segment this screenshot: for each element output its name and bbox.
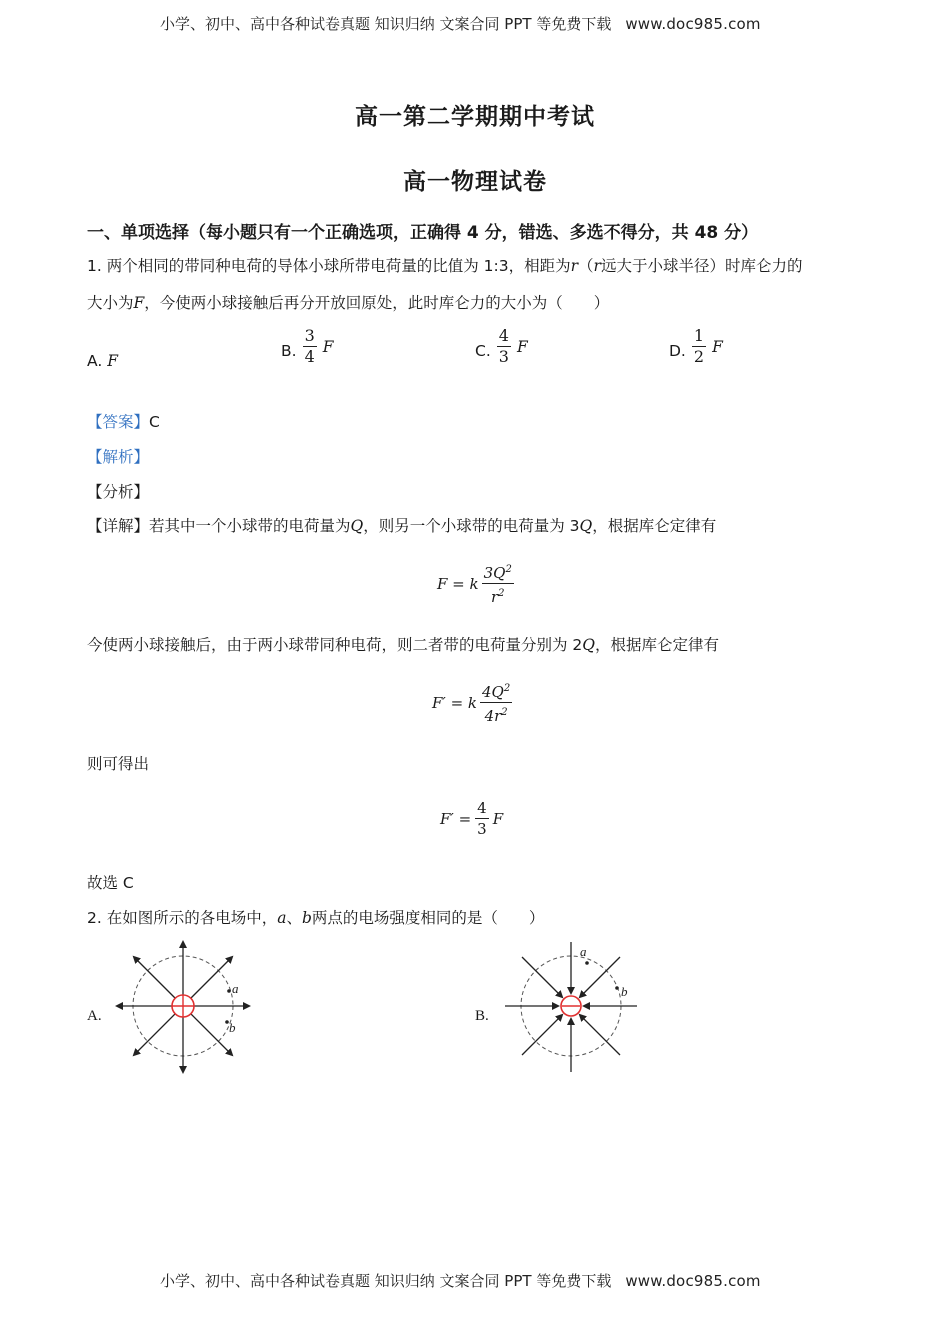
option-label: D. <box>669 341 686 360</box>
q2-option-a-label[interactable]: A. <box>87 1008 102 1024</box>
fraction: $\frac{3}{4}$ <box>304 326 315 366</box>
detail-text: 今使两小球接触后，由于两小球带同种电荷，则二者带的电荷量分别为 2 <box>87 636 583 654</box>
var-Q: Q <box>579 517 593 535</box>
figure-a-positive-field[interactable] <box>112 938 254 1080</box>
label-a: a <box>232 981 239 996</box>
q1-text: 大小为 <box>87 294 134 312</box>
q1-text: 远大于小球半径）时库仑力的 <box>600 257 803 275</box>
figure-b-negative-field[interactable] <box>500 938 642 1080</box>
fraction: $\frac{3Q^2}{r^2}$ <box>482 560 514 607</box>
q1-option-b[interactable] <box>281 326 334 367</box>
var-a: a <box>277 909 287 927</box>
var-b: b <box>301 909 312 927</box>
option-value: F <box>712 337 723 356</box>
q1-option-c[interactable] <box>475 326 528 367</box>
equation-2 <box>432 679 512 726</box>
var-Q: Q <box>582 636 596 654</box>
detail-text: ，则另一个小球带的电荷量为 3 <box>363 517 580 535</box>
q2-text: 2. 在如图所示的各电场中， <box>87 909 278 927</box>
q1-text: （ <box>578 257 594 275</box>
equation-3 <box>440 798 503 839</box>
footer-text: 小学、初中、高中各种试卷真题 知识归纳 文案合同 PPT 等免费下载 <box>160 1272 612 1290</box>
fraction: $\frac{4}{3}$ <box>498 326 509 366</box>
label-b: b <box>229 1020 236 1035</box>
fenxi-tag: 【分析】 <box>87 483 150 501</box>
subject-title: 高一物理试卷 <box>403 169 547 195</box>
then-line: 则可得出 <box>87 755 150 773</box>
option-label: B. <box>281 341 297 360</box>
var-r: r <box>593 257 601 275</box>
exam-title: 高一第二学期期中考试 <box>355 104 595 130</box>
option-label: A. <box>87 352 103 370</box>
q2-stem <box>87 908 544 928</box>
answer-tag: 【答案】 <box>87 413 150 431</box>
touch-line <box>87 635 719 655</box>
answer-line <box>87 412 160 432</box>
header-url[interactable]: www.doc985.com <box>625 15 761 33</box>
fraction: $\frac{4Q^2}{4r^2}$ <box>480 679 512 726</box>
answer-value: C <box>149 413 160 431</box>
label-b: b <box>621 984 628 999</box>
point-b <box>615 986 619 990</box>
point-a <box>585 961 589 965</box>
q2-text: 两点的电场强度相同的是（ ） <box>311 909 545 927</box>
analysis-tag: 【解析】 <box>87 448 150 466</box>
var-F: F <box>133 294 145 312</box>
var-Q: Q <box>350 517 364 535</box>
detail-text: 【详解】若其中一个小球带的电荷量为 <box>87 517 351 535</box>
equation-1 <box>437 560 514 607</box>
option-value: F <box>322 337 334 356</box>
detail-text: ，根据库仑定律有 <box>595 636 720 654</box>
eq-var: F <box>492 809 504 828</box>
option-value: F <box>107 352 118 370</box>
label-a: a <box>580 944 587 959</box>
detail-line <box>87 516 716 536</box>
q1-line2 <box>87 293 609 313</box>
point-a <box>227 989 231 993</box>
q1-text: ，今使两小球接触后再分开放回原处，此时库仑力的大小为（ ） <box>144 294 610 312</box>
page-header <box>160 13 761 34</box>
eq-lhs: F′ = k <box>432 693 478 712</box>
detail-text: ，根据库仑定律有 <box>592 517 717 535</box>
var-r: r <box>570 257 579 275</box>
option-label: C. <box>475 341 491 360</box>
eq-lhs: F = k <box>437 574 479 593</box>
q2-option-b-label[interactable]: B. <box>475 1008 489 1024</box>
page-footer <box>160 1270 761 1291</box>
fraction: $\frac{4}{3}$ <box>477 799 487 838</box>
footer-url[interactable]: www.doc985.com <box>625 1272 761 1290</box>
q1-option-d[interactable] <box>669 326 723 367</box>
q1-line1 <box>87 256 802 276</box>
section-heading: 一、单项选择（每小题只有一个正确选项，正确得 4 分，错选、多选不得分，共 48 分） <box>87 223 759 243</box>
option-value: F <box>516 337 528 356</box>
q2-text: 、 <box>286 909 302 927</box>
fraction: $\frac{1}{2}$ <box>693 326 705 366</box>
header-text: 小学、初中、高中各种试卷真题 知识归纳 文案合同 PPT 等免费下载 <box>160 15 612 33</box>
q1-option-a[interactable] <box>87 352 118 370</box>
eq-lhs: F′ = <box>440 809 472 828</box>
conclusion: 故选 C <box>87 874 134 892</box>
q1-text: 1. 两个相同的带同种电荷的导体小球所带电荷量的比值为 1:3，相距为 <box>87 257 571 275</box>
